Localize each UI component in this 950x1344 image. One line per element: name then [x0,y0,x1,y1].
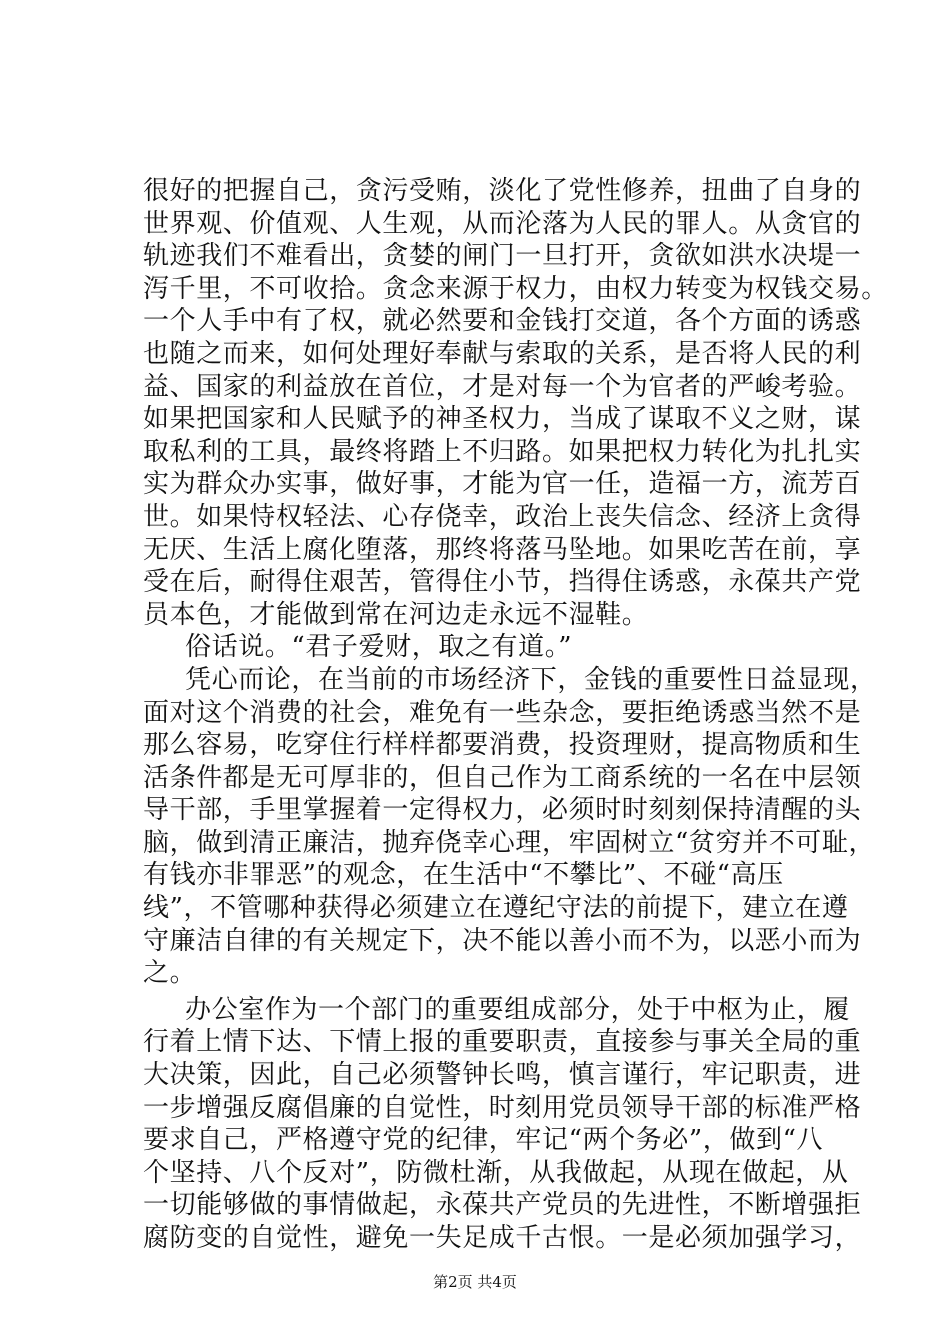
text-line: 要求自己，严格遵守党的纪律，牢记“两个务必”，做到“八 [143,1125,824,1156]
text-line: 也随之而来，如何处理好奉献与索取的关系，是否将人民的利 [143,338,862,369]
text-line: 大决策，因此，自己必须警钟长鸣，慎言谨行，牢记职责，进 [143,1060,862,1091]
text-line: 之。 [143,958,197,989]
text-line: 很好的把握自己，贪污受贿，淡化了党性修养，扭曲了自身的 [143,176,862,206]
text-line: 线”，不管哪种获得必须建立在遵纪守法的前提下，建立在遵 [143,893,849,924]
page-number-footer: 第2页 共4页 [433,1273,517,1291]
text-line: 如果把国家和人民赋予的神圣权力，当成了谋取不义之财，谋 [143,404,862,435]
body-text [143,175,888,1255]
text-line: 一步增强反腐倡廉的自觉性，时刻用党员领导干部的标准严格 [143,1092,862,1123]
text-line: 无厌、生活上腐化堕落，那终将落马坠地。如果吃苦在前，享 [143,534,862,565]
text-line: 凭心而论，在当前的市场经济下，金钱的重要性日益显现， [185,664,877,695]
text-line: 益、国家的利益放在首位，才是对每一个为官者的严峻考验。 [143,371,862,402]
text-line: 取私利的工具，最终将踏上不归路。如果把权力转化为扎扎实 [143,436,862,467]
text-line: 世界观、价值观、人生观，从而沦落为人民的罪人。从贪官的 [143,208,862,239]
text-line: 泻千里，不可收拾。贪念来源于权力，由权力转变为权钱交易。 [143,273,888,304]
text-line: 办公室作为一个部门的重要组成部分，处于中枢为止，履 [185,994,851,1025]
text-line: 脑，做到清正廉洁，抛弃侥幸心理，牢固树立“贫穷并不可耻， [143,827,876,858]
text-line: 面对这个消费的社会，难免有一些杂念，要拒绝诱惑当然不是 [143,697,862,728]
text-line: 轨迹我们不难看出，贪婪的闸门一旦打开，贪欲如洪水决堤一 [143,241,862,272]
text-line: 实为群众办实事，做好事，才能为官一任，造福一方，流芳百 [143,469,862,500]
text-line: 活条件都是无可厚非的，但自己作为工商系统的一名在中层领 [143,762,862,793]
text-line: 一个人手中有了权，就必然要和金钱打交道，各个方面的诱惑 [143,306,862,337]
text-line: 导干部，手里掌握着一定得权力，必须时时刻刻保持清醒的头 [143,795,862,826]
text-line: 世。如果恃权轻法、心存侥幸，政治上丧失信念、经济上贪得 [143,501,862,532]
text-line: 个坚持、八个反对”，防微杜渐，从我做起，从现在做起，从 [143,1157,849,1188]
text-line: 员本色，才能做到常在河边走永远不湿鞋。 [143,599,649,630]
text-line: 守廉洁自律的有关规定下，决不能以善小而不为，以恶小而为 [143,925,862,956]
text-line: 有钱亦非罪恶”的观念，在生活中“不攀比”、不碰“高压 [143,860,784,891]
text-line: 俗话说。“君子爱财，取之有道。” [185,632,573,663]
text-line: 行着上情下达、下情上报的重要职责，直接参与事关全局的重 [143,1027,862,1058]
text-line: 受在后，耐得住艰苦，管得住小节，挡得住诱惑，永葆共产党 [143,567,862,598]
text-line: 那么容易，吃穿住行样样都要消费，投资理财，提高物质和生 [143,730,862,761]
text-line: 一切能够做的事情做起，永葆共产党员的先进性，不断增强拒 [143,1190,862,1221]
text-line: 腐防变的自觉性，避免一失足成千古恨。一是必须加强学习， [143,1223,862,1253]
